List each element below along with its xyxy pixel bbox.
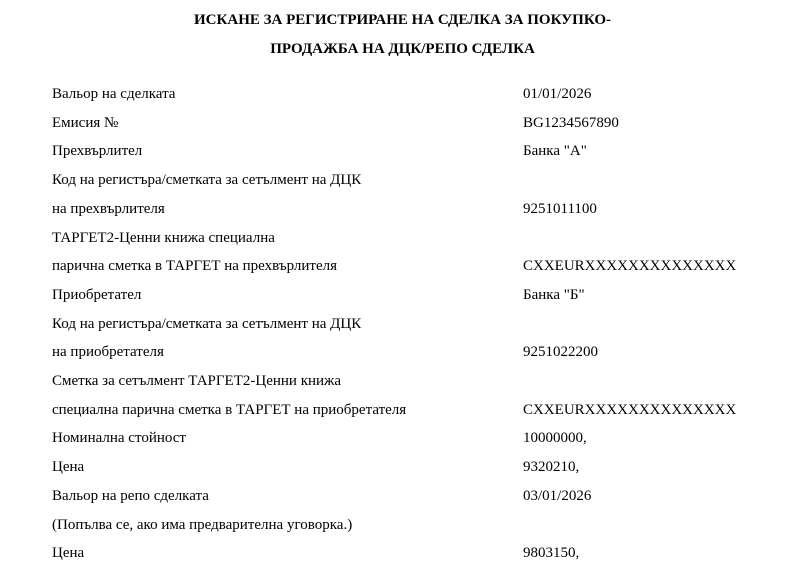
field-row-transferor-target2-line1 — [0, 227, 805, 249]
field-row-repo-note — [0, 514, 805, 536]
field-label: на приобретателя — [52, 344, 164, 360]
title-line-1: ИСКАНЕ ЗА РЕГИСТРИРАНЕ НА СДЕЛКА ЗА ПОКУПКО- — [193, 12, 612, 28]
field-value: Банка "Б" — [523, 287, 585, 303]
field-label: Емисия № — [52, 115, 119, 131]
title-line-2: ПРОДАЖБА НА ДЦК/РЕПО СДЕЛКА — [270, 41, 535, 57]
field-row-transferor — [0, 140, 805, 162]
field-value: 9251022200 — [523, 344, 598, 360]
field-label: Номинална стойност — [52, 430, 186, 446]
field-row-transferor-registry-code-line1 — [0, 169, 805, 191]
field-label: специална парична сметка в ТАРГЕТ на приобретателя — [52, 402, 407, 418]
field-row-transferor-registry-code — [0, 198, 805, 220]
field-label: Код на регистъра/сметката за сетълмент на ДЦК — [52, 316, 362, 332]
field-row-repo-settlement-date — [0, 485, 805, 507]
field-value: 9251011100 — [523, 201, 597, 217]
field-row-settlement-date — [0, 83, 805, 105]
field-row-acquirer-target2-line1 — [0, 370, 805, 392]
field-value: CXXEURXXXXXXXXXXXXXX — [523, 258, 737, 274]
field-value: BG1234567890 — [523, 115, 619, 131]
field-label: на прехвърлителя — [52, 201, 165, 217]
field-value: 03/01/2026 — [523, 488, 592, 504]
field-label: Прехвърлител — [52, 143, 143, 159]
field-label: (Попълва се, ако има предварителна уговорка.) — [52, 517, 353, 533]
field-value: CXXEURXXXXXXXXXXXXXX — [523, 402, 737, 418]
field-row-repo-price — [0, 542, 805, 564]
field-value: Банка "А" — [523, 143, 587, 159]
field-row-transferor-target2-account — [0, 255, 805, 277]
field-label: Сметка за сетълмент ТАРГЕТ2-Ценни книжа — [52, 373, 342, 389]
field-label: Цена — [52, 545, 85, 561]
field-row-acquirer-registry-code — [0, 341, 805, 363]
field-value: 10000000, — [523, 430, 587, 446]
field-row-acquirer-registry-code-line1 — [0, 313, 805, 335]
field-label: Цена — [52, 459, 85, 475]
field-label: ТАРГЕТ2-Ценни книжа специална — [52, 230, 275, 246]
field-value: 01/01/2026 — [523, 86, 592, 102]
field-row-acquirer — [0, 284, 805, 306]
field-row-issue-number — [0, 112, 805, 134]
field-label: Код на регистъра/сметката за сетълмент на ДЦК — [52, 172, 362, 188]
field-row-price — [0, 456, 805, 478]
field-label: Вальор на сделката — [52, 86, 176, 102]
field-row-nominal-value — [0, 427, 805, 449]
field-label: Приобретател — [52, 287, 142, 303]
field-value: 9320210, — [523, 459, 580, 475]
field-label: Вальор на репо сделката — [52, 488, 209, 504]
field-row-acquirer-target2-account — [0, 399, 805, 421]
field-value: 9803150, — [523, 545, 580, 561]
field-label: парична сметка в ТАРГЕТ на прехвърлителя — [52, 258, 337, 274]
